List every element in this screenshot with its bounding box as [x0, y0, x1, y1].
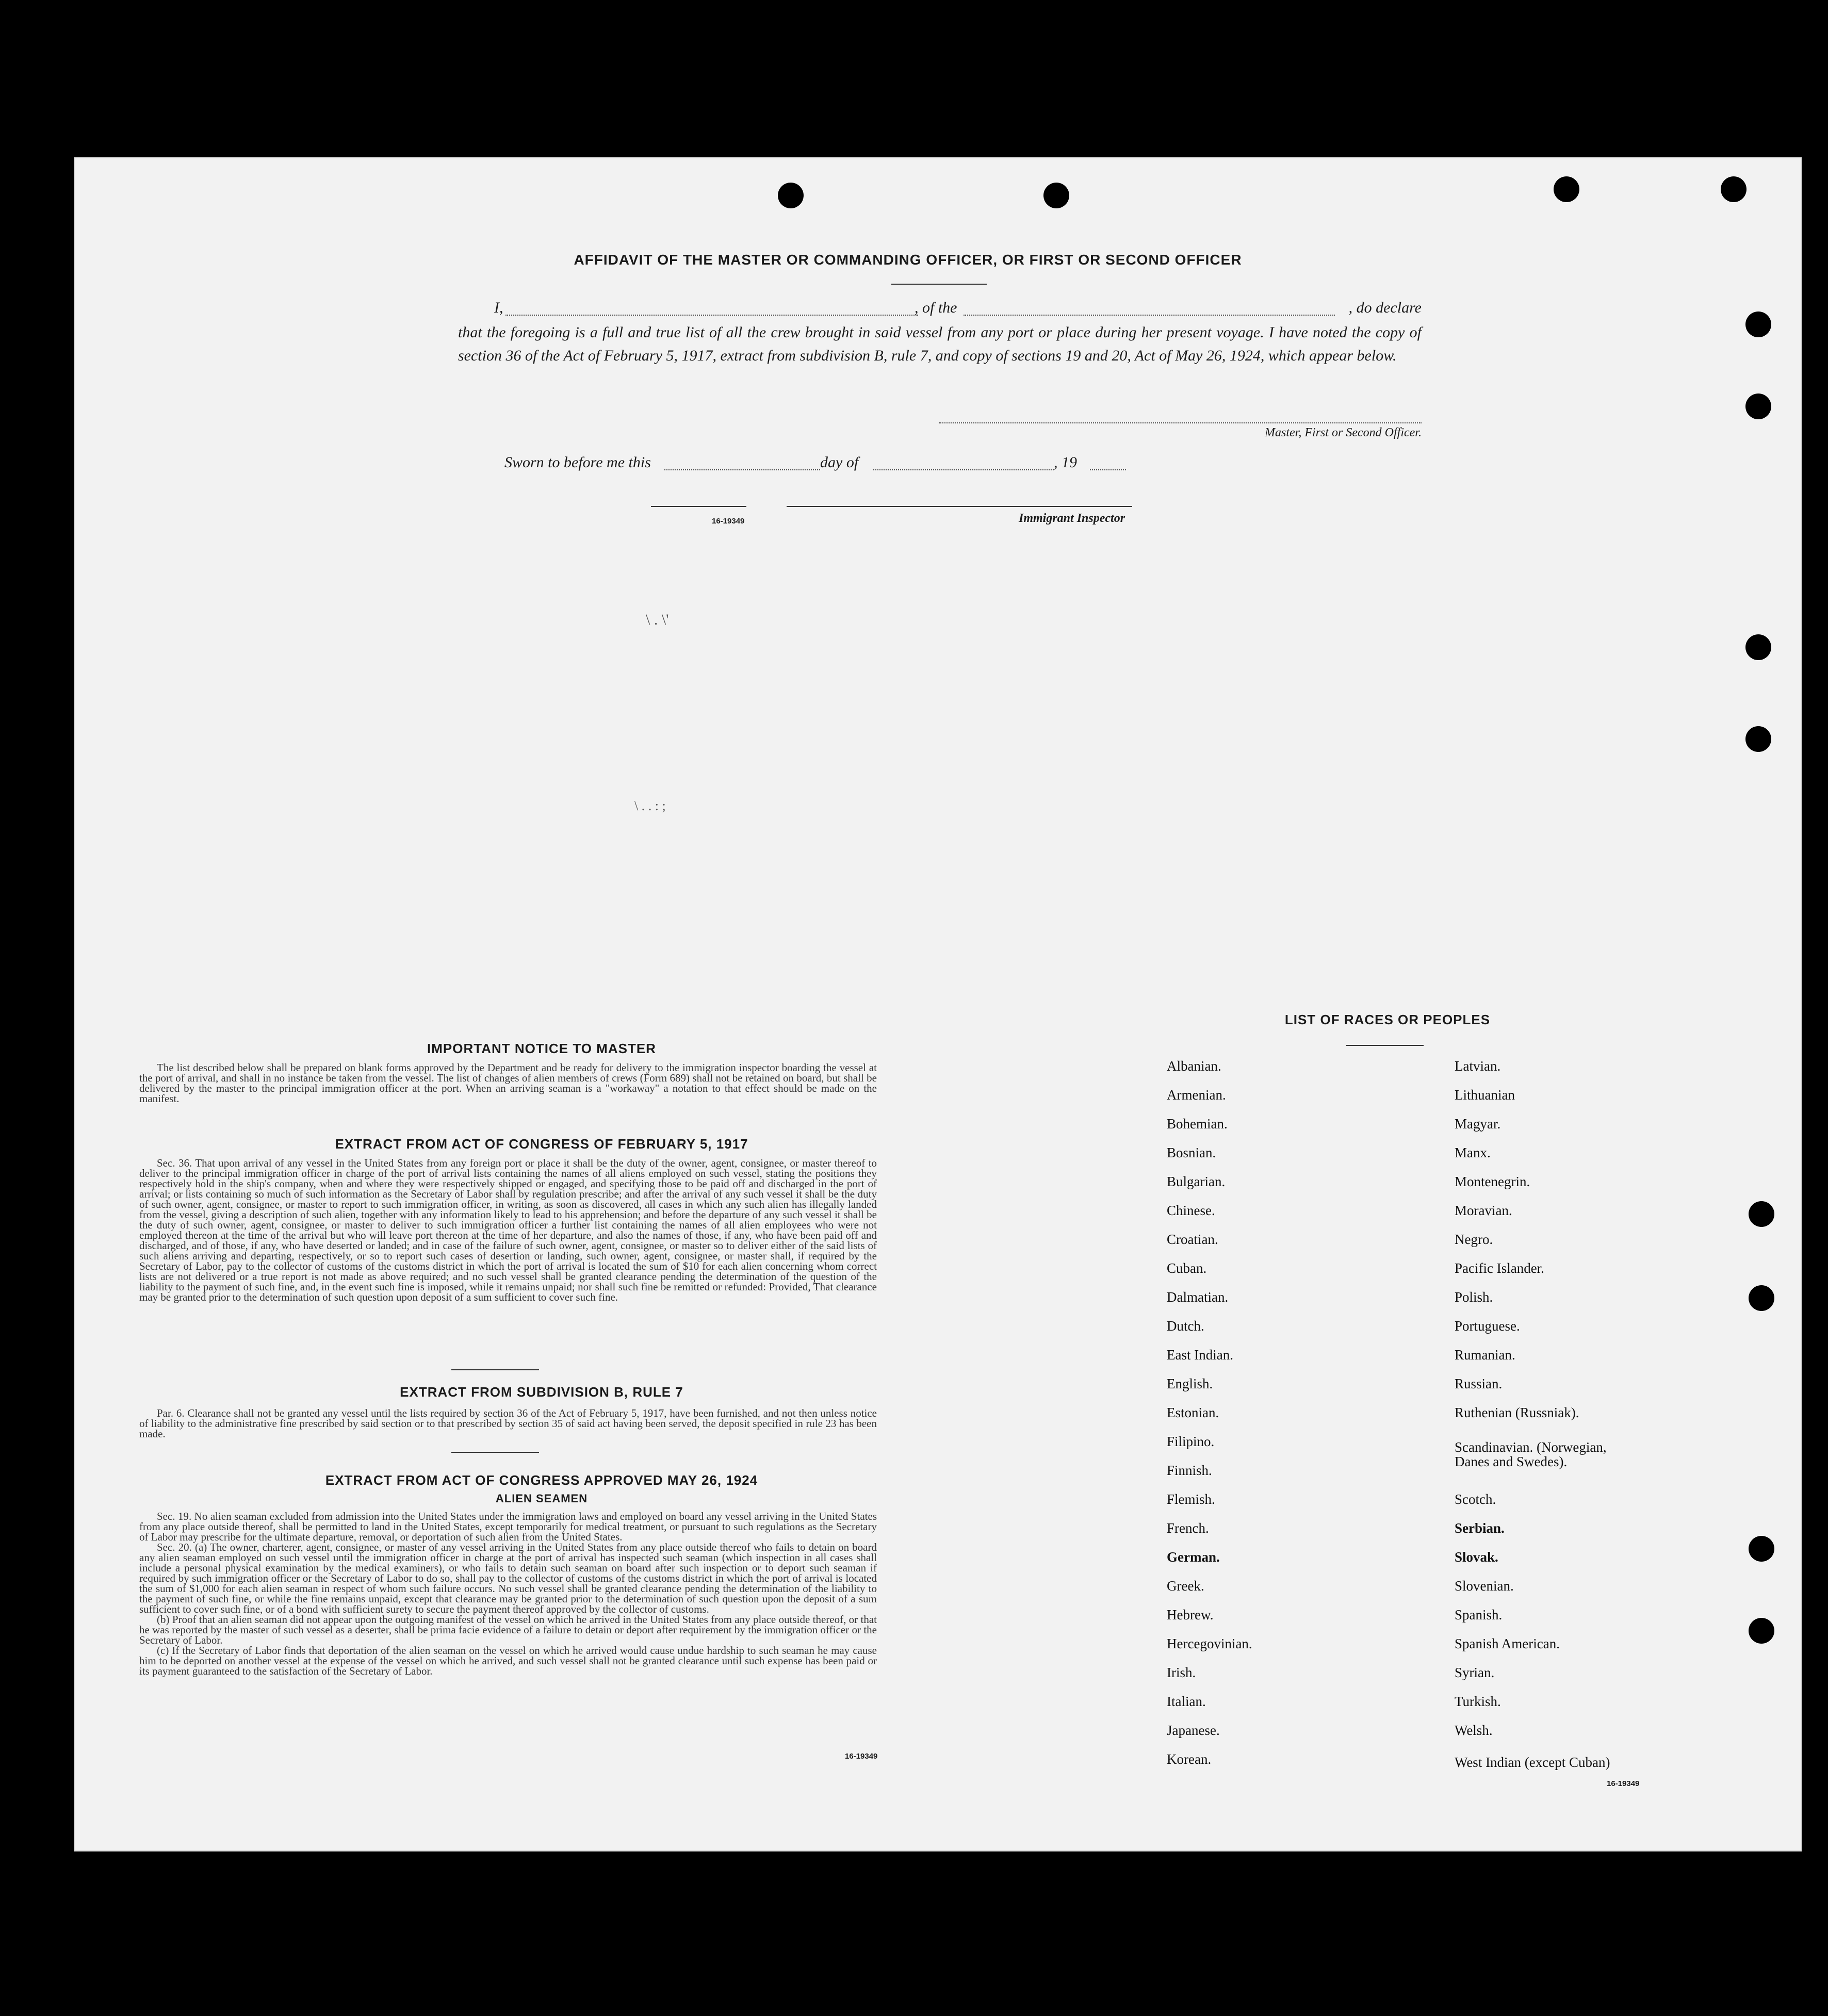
race-item: East Indian.: [1167, 1347, 1233, 1363]
race-item: Irish.: [1167, 1665, 1196, 1680]
race-item: Filipino.: [1167, 1434, 1215, 1449]
race-item: Chinese.: [1167, 1203, 1215, 1218]
race-item: Latvian.: [1455, 1058, 1501, 1074]
year-label: , 19: [1054, 454, 1077, 471]
sec-20b-text: (b) Proof that an alien seaman did not appear upon the outgoing manifest of the vessel on which he arrived in the United States from any place outside thereof, or that he was reported by the master of such vessel as a deserter, shall be prima facie evidence of a failure to detain or deport after requirement by the immigration officer or the Secretary of Labor.: [139, 1613, 877, 1646]
race-item: Russian.: [1455, 1376, 1503, 1391]
race-item: Magyar.: [1455, 1116, 1501, 1132]
punch-hole: [1749, 1618, 1774, 1644]
race-item: Dalmatian.: [1167, 1289, 1229, 1305]
race-item: Italian.: [1167, 1694, 1206, 1709]
sworn-day-field[interactable]: [664, 469, 820, 470]
race-item: Finnish.: [1167, 1463, 1212, 1478]
form-number-rule: [651, 506, 746, 507]
day-of-label: day of: [820, 454, 859, 471]
race-item: Cuban.: [1167, 1260, 1207, 1276]
race-item: Serbian.: [1455, 1520, 1505, 1536]
race-item: Korean.: [1167, 1751, 1212, 1767]
race-item: Moravian.: [1455, 1203, 1512, 1218]
race-item: Hebrew.: [1167, 1607, 1214, 1622]
race-item: Spanish.: [1455, 1607, 1503, 1622]
title-divider: [891, 284, 987, 285]
punch-hole: [1749, 1536, 1774, 1562]
race-item: Welsh.: [1455, 1723, 1493, 1738]
race-item: English.: [1167, 1376, 1213, 1391]
punch-hole: [1745, 394, 1771, 419]
extract-1917-title: EXTRACT FROM ACT OF CONGRESS OF FEBRUARY 5, 1917: [335, 1136, 748, 1152]
punch-hole: [1749, 1285, 1774, 1311]
race-item: Japanese.: [1167, 1723, 1220, 1738]
races-title: LIST OF RACES OR PEOPLES: [1284, 1012, 1491, 1027]
race-item: French.: [1167, 1520, 1209, 1536]
race-item: Bulgarian.: [1167, 1174, 1226, 1189]
form-number: 16-19349: [1607, 1779, 1640, 1788]
race-item: German.: [1167, 1549, 1220, 1565]
section-divider: [451, 1369, 539, 1370]
punch-hole: [1745, 312, 1771, 337]
race-item: Lithuanian: [1455, 1087, 1515, 1103]
race-item: Armenian.: [1167, 1087, 1226, 1103]
sworn-month-field[interactable]: [873, 469, 1054, 470]
form-number: 16-19349: [845, 1752, 878, 1761]
race-item: Slovenian.: [1455, 1578, 1514, 1594]
sworn-line: [504, 454, 1139, 474]
race-item: Dutch.: [1167, 1318, 1204, 1334]
sworn-prefix: Sworn to before me this: [504, 454, 651, 471]
affidavit-body: that the foregoing is a full and true list of all the crew brought in said vessel from any port or place during her present voyage. I have noted the copy of section 36 of the Act of February 5, 1917, extract from subdivision B, rule 7, and copy of sections 19 and 20, Act of May 26, 1924, which appear below.: [458, 324, 1422, 364]
punch-hole: [1721, 176, 1747, 202]
race-item: Croatian.: [1167, 1232, 1218, 1247]
race-item: Estonian.: [1167, 1405, 1219, 1420]
rule-7-text: Par. 6. Clearance shall not be granted any vessel until the lists required by section 36 of the Act of February 5, 1917, have been furnished, and not then unless notice of liability to the administrative fine prescribed by said section or to that prescribed by section 35 of said act having been served, the deposit specified in rule 23 has been made.: [139, 1407, 877, 1440]
race-item: Pacific Islander.: [1455, 1260, 1544, 1276]
rule-7-title: EXTRACT FROM SUBDIVISION B, RULE 7: [400, 1384, 683, 1400]
signature-line[interactable]: [939, 422, 1422, 423]
notice-title: IMPORTANT NOTICE TO MASTER: [427, 1041, 656, 1056]
declare-label: , do declare: [1348, 299, 1422, 316]
sec-20a-text: Sec. 20. (a) The owner, charterer, agent, consignee, or master of any vessel arriving in the United States from any place outside thereof who fails to detain on board any alien seaman employed on such vessel until the immigration officer in charge at the port of arrival has inspected such seaman (which inspection in all cases shall include a personal physical examination by the medical examiners), or who fails to detain such seaman on board after such inspection or to deport such seaman if required by such immigration officer or the Secretary of Labor to do so, shall pay to the collector of customs of the customs district in which the port of arrival is located the sum of $1,000 for each alien seaman in respect of whom such failure occurs. No such vessel shall be granted clearance pending the determination of the liability to the payment of such fine, or while the fine remains unpaid, except that clearance may be granted prior to the determination of such question upon the deposit of a sum sufficient to cover such fine, or of a bond with sufficient surety to secure the payment thereof approved by the collector of customs.: [139, 1541, 877, 1615]
notice-text: The list described below shall be prepared on blank forms approved by the Department and be ready for delivery to the immigration inspector boarding the vessel at the port of arrival, and shall in no instance be taken from the vessel. The list of changes of alien members of crews (Form 689) shall not be retained on board, but shall be delivered by the master to the principal immigration officer at the port. When an arriving seaman is a "workaway" a notation to that effect should be made on the manifest.: [139, 1061, 877, 1105]
handwritten-mark: \ . \': [646, 611, 669, 628]
race-item: Greek.: [1167, 1578, 1204, 1594]
vessel-name-field[interactable]: [964, 315, 1335, 316]
sworn-year-field[interactable]: [1090, 469, 1126, 470]
punch-hole: [1745, 726, 1771, 752]
affidavit-title: AFFIDAVIT OF THE MASTER OR COMMANDING OFFICER, OR FIRST OR SECOND OFFICER: [574, 252, 1242, 268]
race-item: Ruthenian (Russniak).: [1455, 1405, 1579, 1420]
of-the-label: , of the: [915, 299, 957, 316]
punch-hole: [1043, 183, 1069, 208]
race-item: Rumanian.: [1455, 1347, 1515, 1363]
race-item: Hercegovinian.: [1167, 1636, 1252, 1651]
form-number: 16-19349: [712, 517, 745, 526]
race-item: Scandinavian. (Norwegian, Danes and Swedes).: [1455, 1439, 1607, 1469]
race-item: Polish.: [1455, 1289, 1493, 1305]
race-item: Negro.: [1455, 1232, 1493, 1247]
race-item: West Indian (except Cuban): [1455, 1755, 1610, 1770]
race-item: Bosnian.: [1167, 1145, 1216, 1160]
punch-hole: [1749, 1201, 1774, 1227]
races-divider: [1346, 1045, 1424, 1046]
race-item: Montenegrin.: [1455, 1174, 1530, 1189]
inspector-label: Immigrant Inspector: [1019, 512, 1125, 525]
race-item: Albanian.: [1167, 1058, 1221, 1074]
sec-20c-text: (c) If the Secretary of Labor finds that deportation of the alien seaman on the vessel on which he arrived would cause undue hardship to such seaman he may cause him to be deported on another vessel at the expense of the vessel on which he arrived, and such vessel shall not be granted clearance until such expense has been paid or its payment guaranteed to the satisfaction of the Secretary of Labor.: [139, 1644, 877, 1677]
declarant-prefix: I,: [494, 299, 503, 316]
handwritten-mark: \ . . : ;: [634, 798, 666, 813]
punch-hole: [1554, 176, 1579, 202]
section-divider: [451, 1452, 539, 1453]
race-item: Manx.: [1455, 1145, 1491, 1160]
race-item: Slovak.: [1455, 1549, 1498, 1565]
race-item: Scotch.: [1455, 1491, 1496, 1507]
alien-seamen-subtitle: ALIEN SEAMEN: [495, 1492, 588, 1505]
race-item: Bohemian.: [1167, 1116, 1228, 1132]
race-item: Turkish.: [1455, 1694, 1501, 1709]
declarant-name-field[interactable]: [505, 315, 918, 316]
extract-1924-text: [139, 1511, 877, 1676]
signature-label: Master, First or Second Officer.: [1265, 426, 1422, 439]
inspector-rule: [787, 506, 1132, 507]
punch-hole: [778, 183, 804, 208]
punch-hole: [1745, 634, 1771, 660]
sec-19-text: Sec. 19. No alien seaman excluded from admission into the United States under the immigration laws and employed on board any vessel arriving in the United States from any place outside thereof, shall be permitted to land in the United States, except temporarily for medical treatment, or pursuant to such regulations as the Secretary of Labor may prescribe for the ultimate departure, removal, or deportation of such alien from the United States.: [139, 1510, 877, 1543]
race-item: Flemish.: [1167, 1491, 1215, 1507]
race-item: Spanish American.: [1455, 1636, 1560, 1651]
race-item: Syrian.: [1455, 1665, 1495, 1680]
extract-1917-text: Sec. 36. That upon arrival of any vessel in the United States from any foreign port or place it shall be the duty of the owner, agent, consignee, or master thereof to deliver to the principal immigration officer in charge of the port of arrival lists containing the names of all aliens employed on such vessel, stating the positions they respectively hold in the ship's company, when and where they were respectively shipped or engaged, and specifying those to be paid off and discharged in the port of arrival; or lists containing so much of such information as the Secretary of Labor shall by regulation prescribe; and after the arrival of any such vessel it shall be the duty of such owner, agent, consignee, or master to report to such immigration officer, in writing, as soon as discovered, all cases in which any such alien has illegally landed from the vessel, giving a description of such alien, together with any information likely to lead to his apprehension; and before the departure of any such vessel it shall be the duty of such owner, agent, consignee, or master to deliver to such immigration officer a further list containing the names of all alien employees who were not employed thereon at the time of the arrival but who will leave port thereon at the time of her departure, and also the names of those, if any, who have been paid off and discharged, and of those, if any, who have deserted or landed; and in case of the failure of such owner, agent, consignee, or master so to deliver either of the said lists of such aliens arriving and departing, respectively, or so to report such cases of desertion or landing, such owner, agent, consignee, or master shall, if required by the Secretary of Labor, pay to the collector of customs of the customs district in which the port of arrival is located the sum of $10 for each alien concerning whom correct lists are not delivered or a true report is not made as above required; and no such vessel shall be granted clearance pending the determination of the question of the liability to the payment of such fine, and, in the event such fine is imposed, while it remains unpaid; nor shall such fine be remitted or refunded: Provided, That clearance may be granted prior to the determination of such question upon deposit of a sum sufficient to cover such fine.: [139, 1157, 877, 1303]
extract-1924-title: EXTRACT FROM ACT OF CONGRESS APPROVED MAY 26, 1924: [325, 1472, 758, 1488]
race-item: Portuguese.: [1455, 1318, 1520, 1334]
